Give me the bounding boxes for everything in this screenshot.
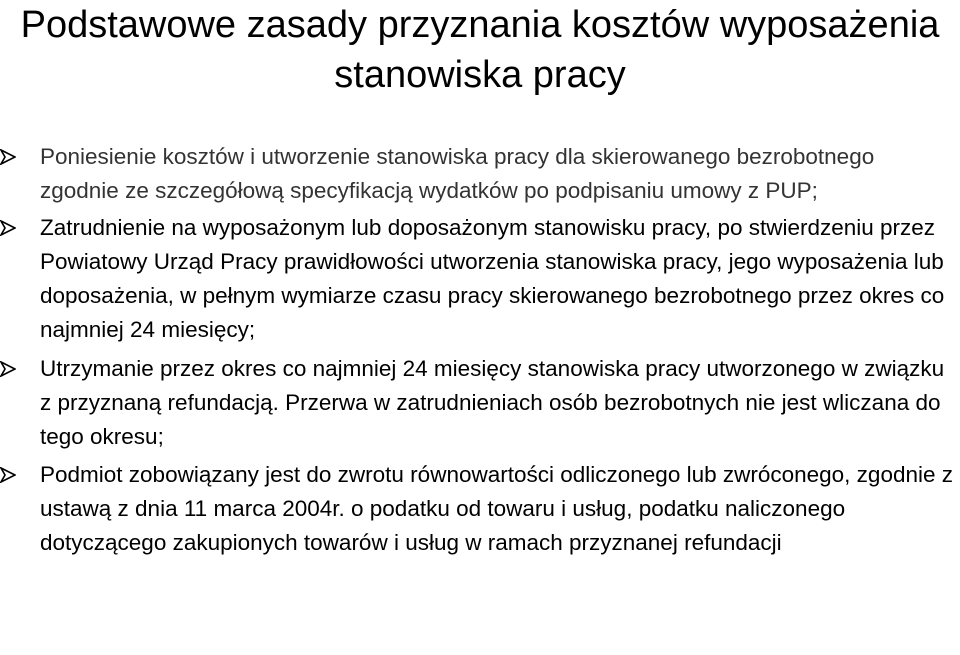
bullet-item: [0, 211, 960, 347]
arrowhead-bullet-icon: [0, 149, 16, 165]
bullet-list: [0, 140, 960, 560]
bullet-text: Podmiot zobowiązany jest do zwrotu równowartości odliczonego lub zwróconego, zgodnie z ustawą z dnia 11 marca 2004r. o podatku od towaru i usług, podatku naliczonego dotyczącego zakupionych towarów i usług w ramach przyznanej refundacji: [40, 462, 953, 555]
bullet-text: Zatrudnienie na wyposażonym lub doposażonym stanowisku pracy, po stwierdzeniu przez Powiatowy Urząd Pracy prawidłowości utworzenia stanowiska pracy, jego wyposażenia lub doposażenia, w pełnym wymiarze czasu pracy skierowanego bezrobotnego przez okres co najmniej 24 miesięcy;: [40, 215, 945, 342]
bullet-text: Poniesienie kosztów i utworzenie stanowiska pracy dla skierowanego bezrobotnego zgodnie ze szczegółową specyfikacją wydatków po podpisaniu umowy z PUP;: [40, 144, 875, 203]
arrowhead-bullet-icon: [0, 361, 16, 377]
slide-title: Podstawowe zasady przyznania kosztów wyposażenia stanowiska pracy: [20, 4, 940, 96]
arrowhead-bullet-icon: [0, 220, 16, 236]
bullet-text: Utrzymanie przez okres co najmniej 24 miesięcy stanowiska pracy utworzonego w związku z przyznaną refundacją. Przerwa w zatrudnieniach osób bezrobotnych nie jest wliczana do tego okresu;: [40, 356, 945, 449]
arrowhead-bullet-icon: [0, 467, 16, 483]
bullet-item: [0, 458, 960, 560]
bullet-item: [0, 140, 960, 208]
bullet-item: [0, 352, 960, 454]
